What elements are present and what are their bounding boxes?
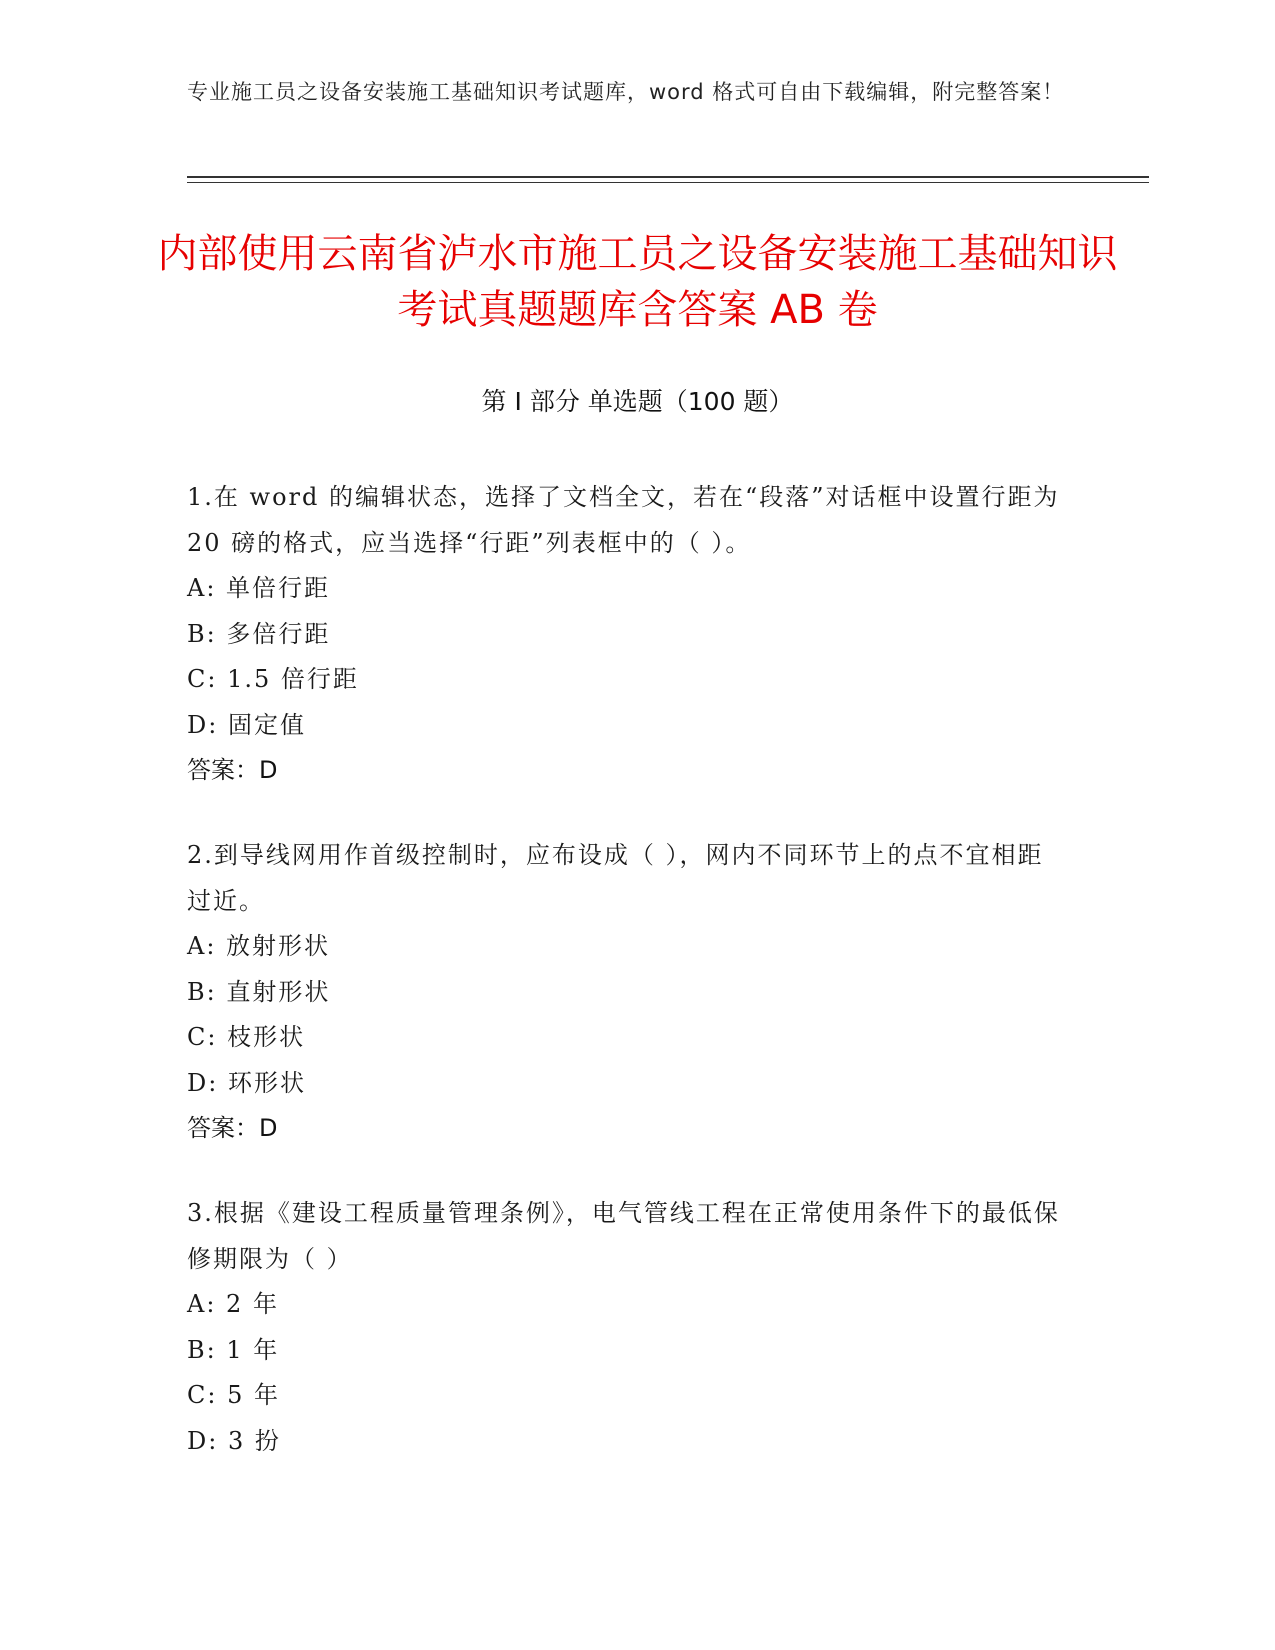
question-option-b: B: 1 年 bbox=[187, 1335, 280, 1364]
question-stem: 3.根据《建设工程质量管理条例》，电气管线工程在正常使用条件下的最低保修期限为（ ） bbox=[187, 1199, 1060, 1273]
question-option-c: C: 1.5 倍行距 bbox=[187, 665, 359, 693]
question-1 bbox=[187, 474, 1067, 792]
question-option-c: C: 枝形状 bbox=[187, 1023, 306, 1051]
question-2 bbox=[187, 832, 1067, 1150]
question-stem: 1.在 word 的编辑状态，选择了文档全文，若在“段落”对话框中设置行距为 20 磅的格式，应当选择“行距”列表框中的（ ）。 bbox=[187, 483, 1060, 557]
question-stem: 2.到导线网用作首级控制时，应布设成（ ），网内不同环节上的点不宜相距过近。 bbox=[187, 841, 1044, 915]
header-note: 专业施工员之设备安装施工基础知识考试题库，word 格式可自由下载编辑，附完整答案！ bbox=[187, 80, 1065, 104]
question-option-b: B: 直射形状 bbox=[187, 977, 331, 1006]
question-answer: 答案：D bbox=[187, 756, 278, 784]
section-heading: 第 I 部分 单选题（100 题） bbox=[481, 387, 794, 416]
question-option-a: A: 放射形状 bbox=[187, 932, 331, 960]
question-3 bbox=[187, 1190, 1067, 1464]
question-option-b: B: 多倍行距 bbox=[187, 619, 331, 648]
question-option-a: A: 单倍行距 bbox=[187, 574, 331, 602]
header-divider-thin bbox=[187, 182, 1149, 183]
question-option-d: D: 环形状 bbox=[187, 1068, 306, 1097]
question-option-c: C: 5 年 bbox=[187, 1381, 280, 1409]
question-option-d: D: 3 扮 bbox=[187, 1426, 281, 1455]
document-title: 内部使用云南省泸水市施工员之设备安装施工基础知识考试真题题库含答案 AB 卷 bbox=[157, 231, 1118, 333]
header-divider-thick bbox=[187, 176, 1149, 178]
question-answer: 答案：D bbox=[187, 1114, 278, 1142]
question-list bbox=[187, 474, 1067, 1504]
question-option-a: A: 2 年 bbox=[187, 1290, 279, 1318]
question-option-d: D: 固定值 bbox=[187, 710, 306, 739]
